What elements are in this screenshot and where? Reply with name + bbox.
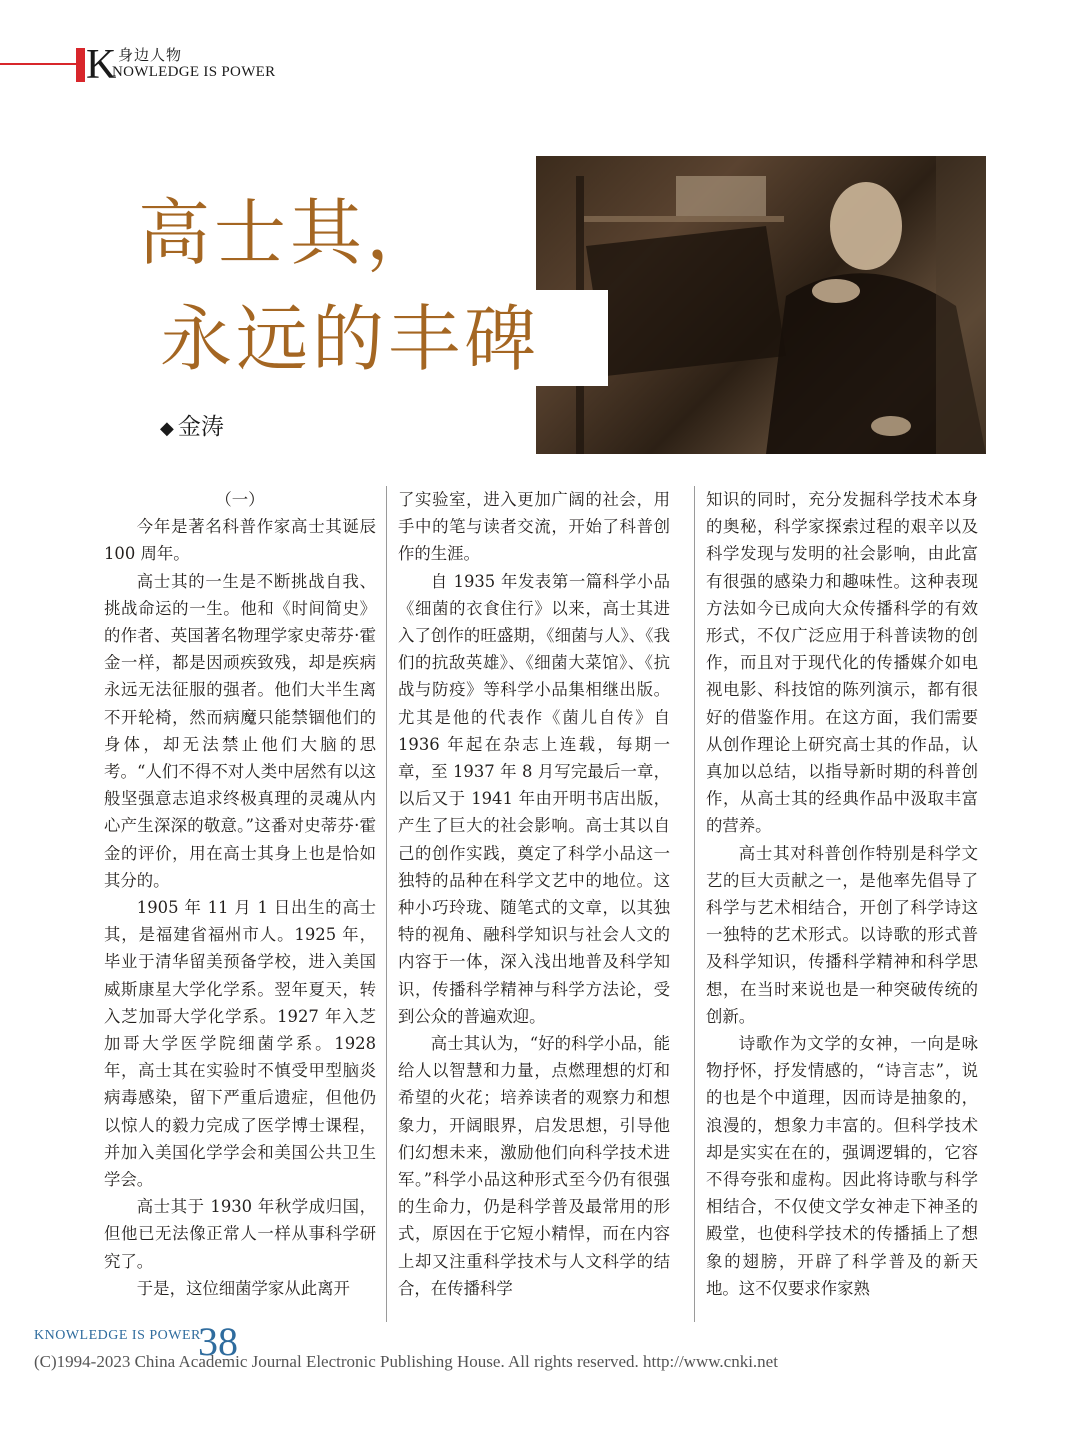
paragraph: 自 1935 年发表第一篇科学小品《细菌的衣食住行》以来，高士其进入了创作的旺盛期，《细菌与人》、《我们的抗敌英雄》、《细菌大菜馆》、《抗战与防疫》等科学小品集相继出版。尤其是他的代表作《菌儿自传》自 1936 年起在杂志上连载，每期一章，至 1937 年 8 月写完最后一章，以后又于 1941 年由开明书店出版，产生了巨大的社会影响。高士其以自己的创作实践，奠定了科学小品这一独特的品种在科学文艺中的地位。这种小巧玲珑、随笔式的文章，以其独特的视角、融科学知识与社会人文的内容于一体，深入浅出地普及科学知识，传播科学精神与科学方法论，受到公众的普遍欢迎。 [398, 571, 670, 1026]
paragraph: 高士其的一生是不断挑战自我、挑战命运的一生。他和《时间简史》的作者、英国著名物理学家史蒂芬·霍金一样，都是因顽疾致残，却是疾病永远无法征服的强者。他们大半生离不开轮椅，然而病魔只能禁锢他们的身体，却无法禁止他们大脑的思考。“人们不得不对人类中居然有以这般坚强意志追求终极真理的灵魂从内心产生深深的敬意。”这番对史蒂芬·霍金的评价，用在高士其身上也是恰如其分的。 [104, 571, 376, 890]
paragraph: 高士其对科普创作特别是科学文艺的巨大贡献之一，是他率先倡导了科学与艺术相结合，开创了科学诗这一独特的艺术形式。以诗歌的形式普及科学知识，传播科学精神和科学思想，在当时来说也是一种突破传统的创新。 [706, 843, 978, 1026]
paragraph: 今年是著名科普作家高士其诞辰 100 周年。 [104, 517, 376, 564]
paragraph: 诗歌作为文学的女神，一向是咏物抒怀，抒发情感的，“诗言志”，说的也是个中道理，因而诗是抽象的，浪漫的，想象力丰富的。但科学技术却是实实在在的，强调逻辑的，它容不得夸张和虚构。因此将诗歌与科学相结合，不仅使文学女神走下神圣的殿堂，也使科学技术的传播插上了想象的翅膀，开辟了科学普及的新天地。这不仅要求作家熟 [706, 1034, 978, 1298]
paragraph: 于是，这位细菌学家从此离开 [136, 1278, 350, 1298]
page-number: 38 [198, 1319, 238, 1364]
copyright-notice: (C)1994-2023 China Academic Journal Electronic Publishing House. All rights reserved. http://www.cnki.net [34, 1352, 778, 1371]
header-logo-letter: K [86, 42, 117, 88]
article-title-line2: 永远的丰碑 [160, 297, 541, 381]
footer-brand: KNOWLEDGE IS POWER [34, 1328, 201, 1343]
text-column-2 [398, 486, 670, 1302]
text-column-3 [706, 486, 978, 1302]
paragraph: 高士其于 1930 年秋学成归国，但他已无法像正常人一样从事科学研究了。 [104, 1197, 376, 1271]
header-brand: NOWLEDGE IS POWER [112, 64, 276, 80]
header-red-line [0, 63, 76, 65]
text-column-1 [104, 486, 376, 1302]
article-title-line1: 高士其， [138, 191, 443, 275]
paragraph-continued: 了实验室，进入更加广阔的社会，用手中的笔与读者交流，开始了科普创作的生涯。 [398, 490, 670, 564]
header-category: 身边人物 [118, 46, 183, 64]
section-heading: （一） [215, 490, 265, 509]
paragraph: 高士其认为，“好的科学小品，能给人以智慧和力量，点燃理想的灯和希望的火花；培养读者的观察力和想象力，开阔眼界，启发思想，引导他们幻想未来，激励他们向科学技术进军。”科学小品这种形式至今仍有很强的生命力，仍是科学普及最常用的形式，原因在于它短小精悍，而在内容上却又注重科学技术与人文科学的结合，在传播科学 [398, 1034, 670, 1298]
diamond-icon: ◆ [160, 418, 174, 439]
column-divider [386, 486, 387, 1322]
author-name: 金涛 [177, 414, 224, 440]
paragraph-continued: 知识的同时，充分发掘科学技术本身的奥秘，科学家探索过程的艰辛以及科学发现与发明的社会影响，由此富有很强的感染力和趣味性。这种表现方法如今已成向大众传播科学的有效形式，不仅广泛应用于科普读物的创作，而且对于现代化的传播媒介如电视电影、科技馆的陈列演示，都有很好的借鉴作用。在这方面，我们需要从创作理论上研究高士其的作品，认真加以总结，以指导新时期的科普创作，从高士其的经典作品中汲取丰富的营养。 [706, 490, 978, 836]
header-red-mark [76, 48, 85, 82]
title-backdrop [536, 290, 608, 386]
author-byline [160, 408, 224, 441]
column-divider [694, 486, 695, 1322]
paragraph: 1905 年 11 月 1 日出生的高士其，是福建省福州市人。1925 年，毕业于清华留美预备学校，进入美国威斯康星大学化学系。翌年夏天，转入芝加哥大学化学系。1927 年入芝加哥大学医学院细菌学系。1928 年，高士其在实验时不慎受甲型脑炎病毒感染，留下严重后遗症，但他仍以惊人的毅力完成了医学博士课程，并加入美国化学学会和美国公共卫生学会。 [104, 898, 376, 1190]
